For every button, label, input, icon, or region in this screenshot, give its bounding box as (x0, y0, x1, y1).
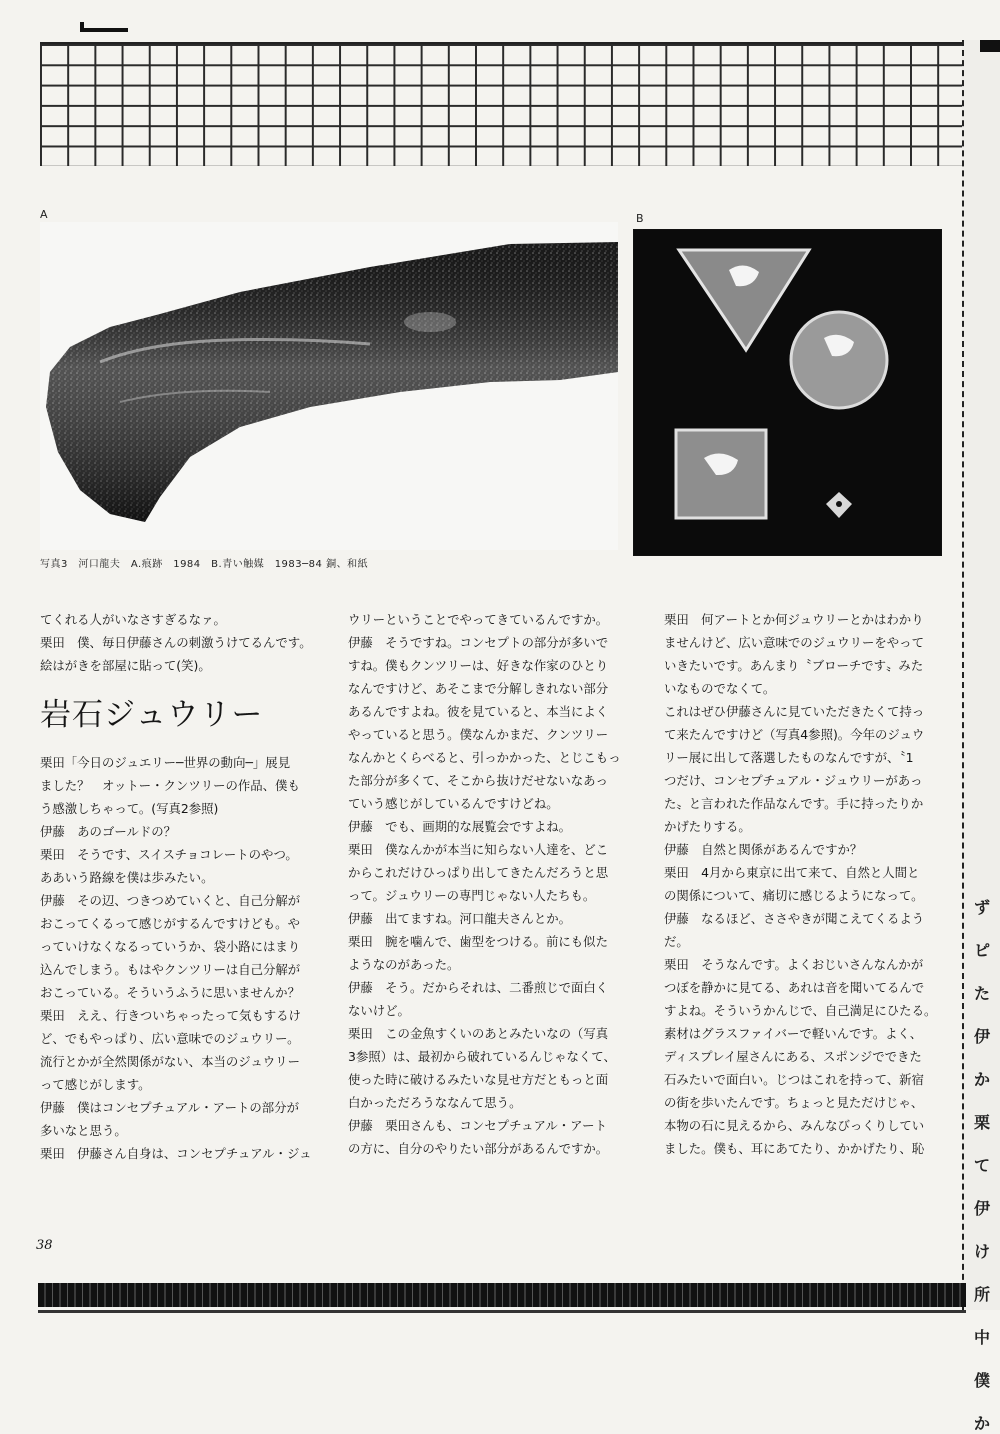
text-line: これはぜひ伊藤さんに見ていただきたくて持っ (664, 704, 925, 719)
text-line: かげたりする。 (664, 819, 751, 834)
text-line: ようなのがあった。 (348, 957, 460, 972)
text-line: って感じがします。 (40, 1077, 151, 1092)
text-column-2 (348, 608, 644, 1160)
text-line: おこっている。そういうふうに思いませんか？ (40, 985, 300, 1000)
edge-char: 伊 (973, 1199, 990, 1218)
text-line: の街を歩いたんです。ちょっと見ただけじゃ、 (664, 1095, 924, 1110)
photo-b-brooches (633, 229, 942, 556)
text-line: 多いなと思う。 (40, 1123, 127, 1138)
edge-char: 僕 (973, 1371, 990, 1390)
edge-char: ピ (973, 941, 990, 960)
brooches-illustration (634, 230, 941, 555)
edge-char: け (973, 1242, 990, 1261)
corner-mark (80, 28, 128, 32)
text-line: 栗田 腕を噛んで、歯型をつける。前にも似た (348, 934, 608, 949)
text-line: 使った時に破けるみたいな見せ方だともっと面 (348, 1072, 609, 1087)
text-line: た部分が多くて、そこから抜けだせないなあっ (348, 773, 608, 788)
text-line: あるんですよね。彼を見ていると、本当によく (348, 704, 609, 719)
text-line: 栗田 そうです、スイスチョコレートのやつ。 (40, 847, 298, 862)
edge-char: ず (973, 898, 990, 917)
text-line: 伊藤 自然と関係があるんですか？ (664, 842, 863, 857)
adjacent-page-strip (962, 40, 1000, 1433)
text-line: 栗田 何アートとか何ジュウリーとかはわかり (664, 612, 924, 627)
text-line: ウリーということでやってきているんですか。 (348, 612, 609, 627)
text-line: 本物の石に見えるから、みんなびっくりしてい (664, 1118, 925, 1133)
text-column-3 (664, 608, 956, 1160)
text-line: 伊藤 そうですね。コンセプトの部分が多いで (348, 635, 609, 650)
text-line: 伊藤 そう。だからそれは、二番煎じで面白く (348, 980, 609, 995)
text-line: って。ジュウリーの専門じゃない人たちも。 (348, 888, 596, 903)
text-line: やっていると思う。僕なんかまだ、クンツリー (348, 727, 609, 742)
text-line: いきたいです。あんまり〝ブローチです〟みた (664, 658, 924, 673)
text-line: ました。僕も、耳にあてたり、かかげたり、恥 (664, 1141, 925, 1156)
text-line: 栗田 伊藤さん自身は、コンセプチュアル・ジュ (40, 1146, 312, 1161)
edge-char: て (973, 1156, 990, 1175)
text-line: ああいう路線を僕は歩みたい。 (40, 870, 214, 885)
text-line: 伊藤 なるほど、ささやきが聞こえてくるよう (664, 911, 925, 926)
edge-char: か (973, 1414, 990, 1433)
text-line: すね。僕もクンツリーは、好きな作家のひとり (348, 658, 609, 673)
text-line: 3参照）は、最初から破れているんじゃなくて、 (348, 1049, 616, 1064)
edge-char: 中 (973, 1328, 990, 1347)
text-line: 流行とかが全然関係がない、本当のジュウリー (40, 1054, 300, 1069)
text-line: 伊藤 でも、画期的な展覧会ですよね。 (348, 819, 572, 834)
text-line: 込んでしまう。もはやクンツリーは自己分解が (40, 962, 301, 977)
text-line: つぼを静かに見てる、あれは音を聞いてるんで (664, 980, 925, 995)
text-line: 栗田 僕なんかが本当に知らない人達を、どこ (348, 842, 609, 857)
text-column-1 (40, 608, 316, 1165)
text-line: 白かっただろうななんて思う。 (348, 1095, 522, 1110)
text-line: ディスプレイ屋さんにある、スポンジでできた (664, 1049, 922, 1064)
text-line: ないけど。 (348, 1003, 410, 1018)
text-line: おこってくるって感じがするんですけども。や (40, 916, 300, 931)
text-line: の方に、自分のやりたい部分があるんですか。 (348, 1141, 609, 1156)
bottom-band (38, 1283, 966, 1307)
text-line: 伊藤 栗田さんも、コンセプチュアル・アート (348, 1118, 607, 1133)
page-number: 38 (36, 1238, 53, 1253)
text-line: からこれだけひっぱり出してきたんだろうと思 (348, 865, 609, 880)
arm-illustration (40, 222, 618, 550)
text-line: ました？ オットー・クンツリーの作品、僕も (40, 778, 300, 793)
bottom-rule (38, 1310, 966, 1313)
section-heading: 岩石ジュウリー (40, 697, 264, 733)
text-line: つだけ、コンセプチュアル・ジュウリーがあっ (664, 773, 923, 788)
text-line: 栗田「今日のジュエリー─世界の動向─」展見 (40, 755, 291, 770)
text-line: ど、でもやっぱり、広い意味でのジュウリー。 (40, 1031, 300, 1046)
text-line: た〟と言われた作品なんです。手に持ったりか (664, 796, 924, 811)
text-line: 伊藤 その辺、つきつめていくと、自己分解が (40, 893, 301, 908)
text-line: 栗田 4月から東京に出て来て、自然と人間と (664, 865, 920, 880)
text-line: いなものでなくて。 (664, 681, 776, 696)
edge-char: 栗 (973, 1113, 990, 1132)
strip-mark (980, 40, 1000, 52)
text-line: 栗田 この金魚すくいのあとみたいなの（写真 (348, 1026, 609, 1041)
text-line: すよね。そういうかんじで、自己満足にひたる。 (664, 1003, 937, 1018)
text-line: 絵はがきを部屋に貼って(笑)。 (40, 658, 211, 673)
text-line: 伊藤 あのゴールドの？ (40, 824, 177, 839)
text-line: 栗田 ええ、行きついちゃったって気もするけ (40, 1008, 301, 1023)
text-line: ませんけど、広い意味でのジュウリーをやって (664, 635, 924, 650)
text-line: てくれる人がいなさすぎるなァ。 (40, 612, 226, 627)
text-line: なんかとくらべると、引っかかった、とじこもっ (348, 750, 621, 765)
text-line: 伊藤 出てますね。河口龍夫さんとか。 (348, 911, 572, 926)
text-line: 素材はグラスファイバーで軽いんです。よく、 (664, 1026, 923, 1041)
header-grid (40, 42, 965, 166)
text-line: ていう感じがしているんですけどね。 (348, 796, 559, 811)
text-line: 伊藤 僕はコンセプチュアル・アートの部分が (40, 1100, 299, 1115)
text-line: 栗田 そうなんです。よくおじいさんなんかが (664, 957, 924, 972)
text-line: て来たんですけど（写真4参照)。今年のジュウ (664, 727, 925, 742)
text-line: の関係について、痛切に感じるようになって。 (664, 888, 924, 903)
text-line: う感激しちゃって。(写真2参照) (40, 801, 219, 816)
edge-char: た (973, 984, 990, 1003)
photo-caption: 写真3 河口龍夫 A.痕跡 1984 B.青い触媒 1983─84 銅、和紙 (40, 559, 369, 570)
text-line: 栗田 僕、毎日伊藤さんの刺激うけてるんです。 (40, 635, 312, 650)
edge-char: 所 (973, 1285, 990, 1304)
text-line: リー展に出して落選したものなんですが、〝1 (664, 750, 914, 765)
text-line: なんですけど、あそこまで分解しきれない部分 (348, 681, 609, 696)
edge-char: か (973, 1070, 990, 1089)
text-line: 石みたいで面白い。じつはこれを持って、新宿 (664, 1072, 924, 1087)
photo-b-label: B (636, 212, 644, 225)
photo-a-label: A (40, 208, 48, 221)
photo-a-arm (40, 222, 618, 550)
adjacent-page-text (970, 895, 994, 1434)
text-line: だ。 (664, 934, 689, 949)
text-line: っていけなくなるっていうか、袋小路にはまり (40, 939, 301, 954)
edge-char: 伊 (973, 1027, 990, 1046)
